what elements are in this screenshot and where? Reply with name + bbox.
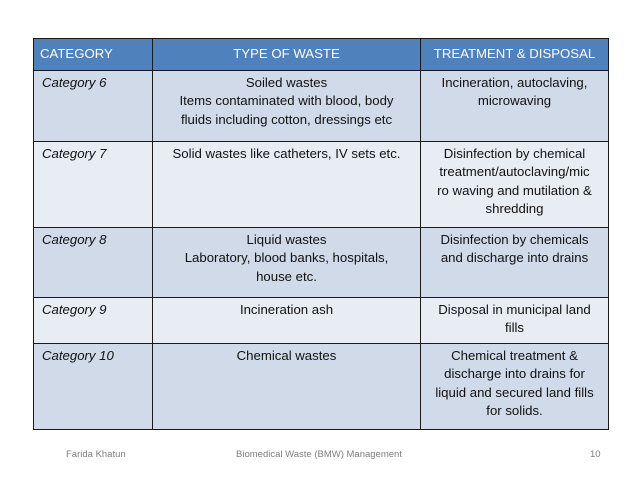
treatment-line: microwaving [477, 93, 552, 109]
waste-line: Soiled wastes [245, 75, 328, 90]
header-type-of-waste: TYPE OF WASTE [153, 39, 421, 71]
treatment-line: treatment/autoclaving/mic [439, 164, 590, 180]
footer-title: Biomedical Waste (BMW) Management [236, 449, 402, 460]
treatment-cell [421, 71, 609, 142]
waste-line: Solid wastes like catheters, IV sets etc. [172, 146, 401, 161]
table-row [34, 71, 609, 142]
waste-cell [153, 344, 421, 430]
treatment-line: liquid and secured land fills [435, 384, 594, 400]
waste-category-table [33, 38, 609, 430]
waste-cell [153, 71, 421, 142]
category-cell: Category 6 [34, 71, 153, 142]
waste-line: Incineration ash [239, 302, 334, 317]
waste-cell [153, 142, 421, 228]
treatment-line: ro waving and mutilation & [437, 182, 592, 198]
treatment-cell [421, 228, 609, 298]
table-row [34, 344, 609, 430]
treatment-line: Disinfection by chemicals [440, 232, 589, 247]
footer-author: Farida Khatun [66, 449, 126, 460]
footer-page-number: 10 [590, 449, 601, 460]
waste-line: house etc. [256, 268, 317, 284]
treatment-line: Disposal in municipal land [438, 302, 591, 317]
waste-line: fluids including cotton, dressings etc [180, 111, 393, 127]
treatment-line: shredding [485, 201, 544, 217]
table-row [34, 142, 609, 228]
category-cell: Category 9 [34, 298, 153, 344]
waste-line: Items contaminated with blood, body [179, 93, 394, 109]
treatment-cell [421, 344, 609, 430]
category-cell: Category 8 [34, 228, 153, 298]
treatment-cell [421, 142, 609, 228]
table-row [34, 298, 609, 344]
header-category: CATEGORY [34, 39, 153, 71]
treatment-line: discharge into drains for [444, 366, 585, 382]
treatment-line: Incineration, autoclaving, [441, 75, 588, 90]
treatment-cell [421, 298, 609, 344]
waste-line: Chemical wastes [236, 348, 337, 363]
waste-line: Laboratory, blood banks, hospitals, [184, 250, 389, 266]
waste-line: Liquid wastes [246, 232, 327, 247]
treatment-line: Chemical treatment & [451, 348, 578, 363]
waste-cell [153, 228, 421, 298]
header-treatment-disposal: TREATMENT & DISPOSAL [421, 39, 609, 71]
table-row [34, 228, 609, 298]
category-cell: Category 10 [34, 344, 153, 430]
treatment-line: Disinfection by chemical [443, 146, 586, 161]
category-cell: Category 7 [34, 142, 153, 228]
table-header-row [34, 39, 609, 71]
waste-cell [153, 298, 421, 344]
treatment-line: and discharge into drains [440, 250, 589, 266]
treatment-line: for solids. [486, 403, 543, 419]
treatment-line: fills [504, 320, 525, 336]
